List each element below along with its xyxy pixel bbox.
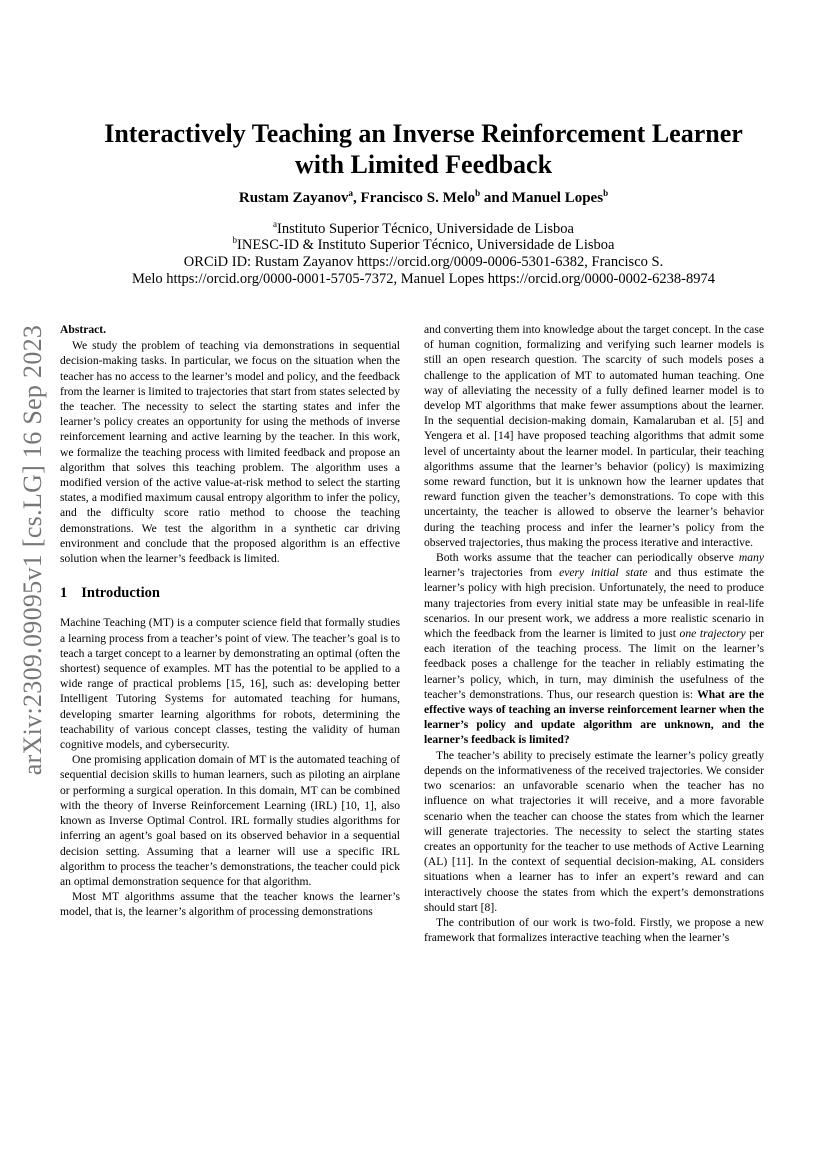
paragraph: Most MT algorithms assume that the teacher knows the learner’s model, that is, the learner’s algorithm of processing demonstrations bbox=[60, 890, 400, 919]
paper-title bbox=[50, 118, 797, 180]
author-affil-mark: a bbox=[348, 188, 354, 198]
emphasis: one trajectory bbox=[679, 627, 746, 641]
affil-mark: b bbox=[232, 235, 238, 246]
paragraph: One promising application domain of MT is the automated teaching of sequential decision skills to human learners, such as piloting an airplane or performing a surgical operation. In this domain, MT can be combined with the theory of Inverse Reinforcement Learning (IRL) [10, 1], also known as Inverse Optimal Control. IRL formally studies algorithms for inferring an agent’s goal based on its observed behavior in a sequential decision setting. Assuming that a learner will use a specific IRL algorithm to process the teacher’s demonstrations, the teacher could pick an optimal demonstration sequence for that algorithm. bbox=[60, 753, 400, 888]
author-conjunction: and bbox=[483, 190, 509, 206]
arxiv-identifier: arXiv:2309.09095v1 [cs.LG] 16 Sep 2023 bbox=[18, 324, 47, 776]
author-name: Manuel Lopes bbox=[511, 190, 604, 206]
orcid-line-1: ORCiD ID: Rustam Zayanov https://orcid.org/0009-0006-5301-6382, Francisco S. bbox=[183, 254, 664, 270]
paragraph: The contribution of our work is two-fold. Firstly, we propose a new framework that formalizes interactive teaching when the learner’s bbox=[424, 915, 764, 945]
text-run: Both works assume that the teacher can periodically observe bbox=[436, 551, 739, 565]
paragraph: and converting them into knowledge about the target concept. In the case of human cognition, formalizing and verifying such learner models is still an open research question. The scarcity of such models poses a challenge to the application of MT to automated human teaching. One way of alleviating the necessity of a fully defined learner model is to develop MT algorithms that make fewer assumptions about the learner. In the sequential decision-making domain, Kamalaruban et al. [5] and Yengera et al. [14] have proposed teaching algorithms that admit some level of uncertainty about the learner model. In particular, their teaching algorithms assume that the learner’s behavior (policy) is maximizing some reward function, but it is unknown how the learner updates that reward function given the teacher’s demonstrations. To cope with this uncertainty, the teacher is allowed to observe the learner’s behavior during the teaching process and infer the learner’s policy from the observed trajectories, thus making the process iterative and interactive. bbox=[424, 323, 764, 549]
paragraph: Machine Teaching (MT) is a computer science field that formally studies a learning process from a teacher’s point of view. The teacher’s goal is to teach a target concept to a learner by demonstrating an optimal (often the shortest) sequence of examples. MT has the potential to be applied to a wide range of practical problems [15, 16], such as: developing better Intelligent Tutoring Systems for automated teaching for humans, developing smarter learning algorithms for robots, determining the teachability of various concept classes, testing the validity of human cognitive models, and cybersecurity. bbox=[60, 616, 400, 752]
section-title: Introduction bbox=[81, 585, 160, 602]
paragraph bbox=[424, 550, 764, 748]
right-column bbox=[424, 322, 764, 945]
section-number: 1 bbox=[60, 585, 68, 602]
author-name: Rustam Zayanov bbox=[238, 190, 349, 206]
author-affil-mark: b bbox=[475, 188, 481, 198]
title-line-2: with Limited Feedback bbox=[294, 150, 553, 179]
title-line-1: Interactively Teaching an Inverse Reinforcement Learner bbox=[104, 119, 743, 148]
emphasis: every initial state bbox=[559, 566, 648, 580]
arxiv-sidebar-stamp bbox=[8, 230, 58, 870]
paragraph: The teacher’s ability to precisely estimate the learner’s policy greatly depends on the informativeness of the received trajectories. We consider two scenarios: an unfavorable scenario when the teacher has no influence on what trajectories it will receive, and a more favorable scenario when the teacher can choose the states from which the learner will generate trajectories. The necessity to select the starting states creates an opportunity for the teacher to use methods of Active Learning (AL) [11]. In the context of sequential decision-making, AL considers situations when a learner has to infer an expert’s reward and can interactively choose the states from which the expert’s demonstrations should start [8]. bbox=[424, 748, 764, 914]
text-run: per each iteration of the teaching process. The limit on the learner’s feedback poses a challenge for the teacher in reliably estimating the learner’s policy, which, in turn, may diminish the usefulness of the teacher’s demonstrations. Thus, our research question is: bbox=[424, 627, 765, 701]
affil-text: INESC-ID & Instituto Superior Técnico, Universidade de Lisboa bbox=[237, 237, 615, 253]
left-column bbox=[60, 322, 400, 920]
emphasis: many bbox=[738, 551, 764, 565]
research-question: What are the effective ways of teaching an inverse reinforcement learner when the learner’s policy and update algorithm are unknown, and the learner’s feedback is limited? bbox=[424, 687, 764, 747]
text-run: learner’s trajectories from bbox=[424, 566, 560, 580]
affil-text: Instituto Superior Técnico, Universidade de Lisboa bbox=[277, 221, 574, 237]
text-run: and thus estimate the learner’s policy with high precision. Unfortunately, the need to produce many trajectories from every initial state may be unfeasible in real-life scenarios. In our present work, we address a more realistic scenario in which the feedback from the learner is limited to just bbox=[424, 566, 764, 641]
abstract-label: Abstract. bbox=[60, 323, 107, 336]
author-list: Rustam Zayanov$^a$, Francisco S. Melo$^b$ and Manuel Lopes$^b$ bbox=[238, 188, 609, 206]
section-heading bbox=[60, 586, 400, 601]
orcid-line-2: Melo https://orcid.org/0000-0001-5705-7372, Manuel Lopes https://orcid.org/0000-0002-6238-8974 bbox=[131, 271, 716, 287]
affiliation-b bbox=[40, 237, 807, 254]
affiliation-a bbox=[40, 221, 807, 238]
affil-mark: a bbox=[273, 219, 278, 230]
abstract-text: We study the problem of teaching via demonstrations in sequential decision-making tasks. In particular, we focus on the situation when the teacher has no access to the learner’s model and policy, and the feedback from the learner is limited to trajectories that start from states selected by the teacher. The necessity to select the starting states and infer the learner’s policy creates an opportunity for using the methods of inverse reinforcement learning and active learning by the teacher. In this work, we formalize the teaching process with limited feedback and propose an algorithm that solves this teaching problem. The algorithm uses a modified version of the active value-at-risk method to select the starting states, a modified maximum causal entropy algorithm to infer the policy, and the difficulty score ratio method to choose the teaching demonstrations. We test the algorithm in a synthetic car driving environment and conclude that the proposed algorithm is an effective solution when the learner’s feedback is limited. bbox=[60, 339, 400, 566]
author-affil-mark: b bbox=[603, 188, 609, 198]
author-name: Francisco S. Melo bbox=[360, 190, 476, 206]
